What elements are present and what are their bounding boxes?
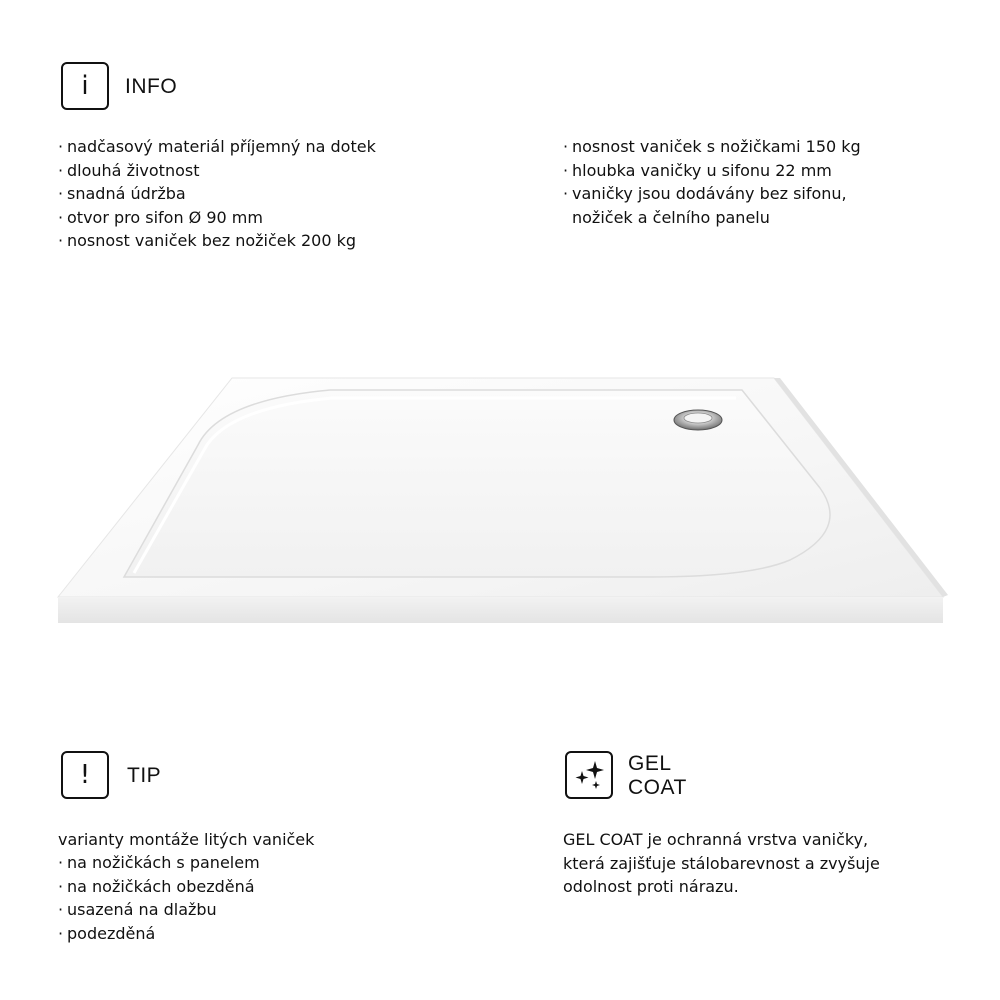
exclamation-icon (61, 751, 109, 799)
list-item: · nosnost vaniček s nožičkami 150 kg (563, 137, 861, 156)
shower-tray-image (50, 370, 950, 640)
list-item: · na nožičkách obezděná (58, 876, 255, 896)
gelcoat-heading-line1: GEL (628, 752, 672, 775)
gelcoat-heading-line2: COAT (628, 776, 687, 799)
list-item: · dlouhá životnost (58, 160, 200, 180)
tip-heading: TIP (127, 764, 162, 787)
list-item: · hloubka vaničky u sifonu 22 mm (563, 160, 832, 180)
info-list-left (58, 135, 376, 253)
gelcoat-text-line: odolnost proti nárazu. (563, 877, 739, 896)
list-item: · na nožičkách s panelem (58, 853, 260, 872)
sparkles-icon-svg (572, 758, 606, 792)
info-icon-glyph: i (81, 71, 89, 101)
list-item: · podezděná (58, 923, 156, 943)
sparkles-icon (565, 751, 613, 799)
info-icon (61, 62, 109, 110)
list-item: · snadná údržba (58, 184, 186, 203)
list-item: · vaničky jsou dodávány bez sifonu, (563, 184, 847, 203)
list-item: nožiček a čelního panelu (572, 207, 770, 227)
list-item: · usazená na dlažbu (58, 900, 217, 919)
gelcoat-text-line: která zajišťuje stálobarevnost a zvyšuje (563, 853, 880, 873)
info-heading: INFO (125, 75, 178, 98)
gelcoat-text-line: GEL COAT je ochranná vrstva vaničky, (563, 830, 869, 849)
gelcoat-text (563, 828, 880, 899)
tip-intro: varianty montáže litých vaniček (58, 830, 315, 849)
gelcoat-heading (628, 752, 687, 800)
exclamation-icon-glyph: ! (79, 760, 91, 790)
list-item: · otvor pro sifon Ø 90 mm (58, 207, 263, 227)
list-item: · nadčasový materiál příjemný na dotek (58, 137, 376, 156)
tip-list (58, 851, 260, 945)
list-item: · nosnost vaniček bez nožiček 200 kg (58, 231, 357, 250)
info-list-right (563, 135, 861, 229)
